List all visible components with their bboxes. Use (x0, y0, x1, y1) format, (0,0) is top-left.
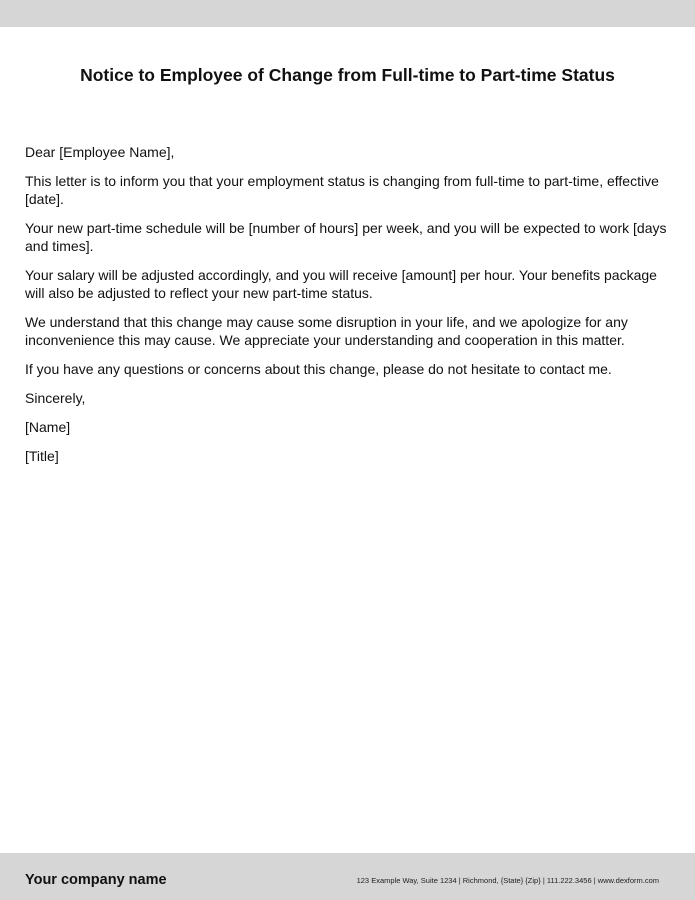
company-address: 123 Example Way, Suite 1234 | Richmond, {State} {Zip} | 111.222.3456 | www.dexform.com (356, 876, 659, 885)
closing: Sincerely, (25, 390, 86, 406)
letter-body (25, 143, 675, 476)
company-name: Your company name (25, 872, 167, 888)
header-band (0, 0, 695, 27)
paragraph-salary: Your salary will be adjusted accordingly, and you will receive [amount] per hour. Your benefits package will also be adjusted to reflect your new part-time status. (25, 267, 657, 301)
paragraph-status-change: This letter is to inform you that your employment status is changing from full-time to part-time, effective [date]. (25, 173, 659, 207)
footer-band (0, 853, 695, 900)
document-title: Notice to Employee of Change from Full-time to Part-time Status (80, 65, 615, 85)
signature-name: [Name] (25, 419, 71, 435)
salutation: Dear [Employee Name], (25, 144, 175, 160)
paragraph-contact: If you have any questions or concerns about this change, please do not hesitate to contact me. (25, 361, 612, 377)
paragraph-schedule: Your new part-time schedule will be [number of hours] per week, and you will be expected to work [days and times]. (25, 220, 667, 254)
paragraph-apology: We understand that this change may cause some disruption in your life, and we apologize for any inconvenience this may cause. We appreciate your understanding and cooperation in this matter. (25, 314, 628, 348)
signature-title: [Title] (25, 448, 59, 464)
